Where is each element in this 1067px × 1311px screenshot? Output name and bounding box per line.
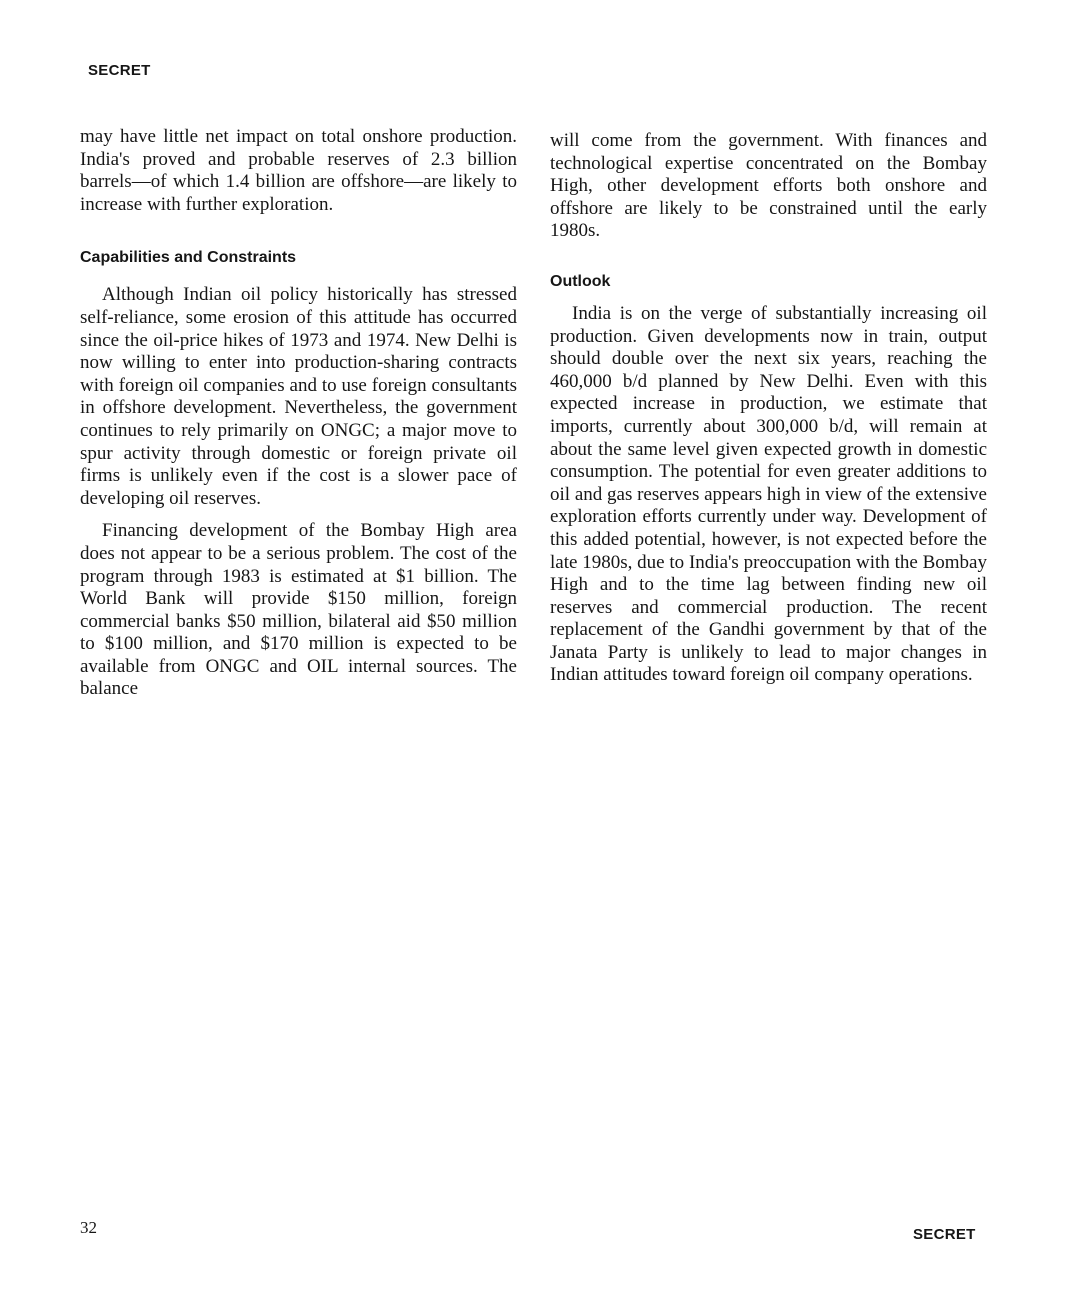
heading-outlook: Outlook [550, 272, 611, 290]
right-column [550, 130, 987, 687]
paragraph-oil-policy: Although Indian oil policy historically has stressed self-reliance, some erosion of this attitude has occurred since the oil-price hikes of 1973 and 1974. New Delhi is now willing to enter into production-sharing contracts with foreign oil companies and to use foreign consultants in offshore development. Nevertheless, the government continues to rely primarily on ONGC; a major move to spur activity through domestic or foreign private oil firms is unlikely even if the cost is a slower pace of developing oil reserves. [80, 284, 517, 509]
page-number: 32 [80, 1218, 97, 1237]
heading-capabilities-and-constraints: Capabilities and Constraints [80, 249, 297, 267]
header-classification: SECRET [88, 62, 151, 79]
paragraph-outlook: India is on the verge of substantially increasing oil production. Given developments now in train, output should double over the next six years, reaching the 460,000 b/d planned by New Delhi. Even with this expected increase in production, we estimate that imports, currently about 300,000 b/d, will remain at about the same level given expected growth in domestic consumption. The potential for even greater additions to oil and gas reserves appears high in view of the extensive exploration efforts currently under way. Development of this added potential, however, is not expected before the late 1980s, due to India's preoccupation with the Bombay High and to the time lag between finding new oil reserves and commercial production. The recent replacement of the Gandhi government by that of the Janata Party is unlikely to lead to major changes in Indian attitudes toward foreign oil company operations. [550, 302, 987, 686]
right-continued-paragraph: will come from the government. With finances and technological expertise concentrated on the Bombay High, other development efforts both onshore and offshore are likely to be constrained until the early 1980s. [550, 130, 987, 242]
left-continued-paragraph: may have little net impact on total onshore production. India's proved and probable reserves of 2.3 billion barrels—of which 1.4 billion are offshore—are likely to increase with further exploration. [80, 126, 517, 215]
left-column [80, 126, 517, 701]
paragraph-financing: Financing development of the Bombay High area does not appear to be a serious problem. The cost of the program through 1983 is estimated at $1 billion. The World Bank will provide $150 million, foreign commercial banks $50 million, bilateral aid $50 million to $100 million, and $170 million is expected to be available from ONGC and OIL internal sources. The balance [80, 520, 517, 700]
footer-classification: SECRET [913, 1226, 976, 1243]
